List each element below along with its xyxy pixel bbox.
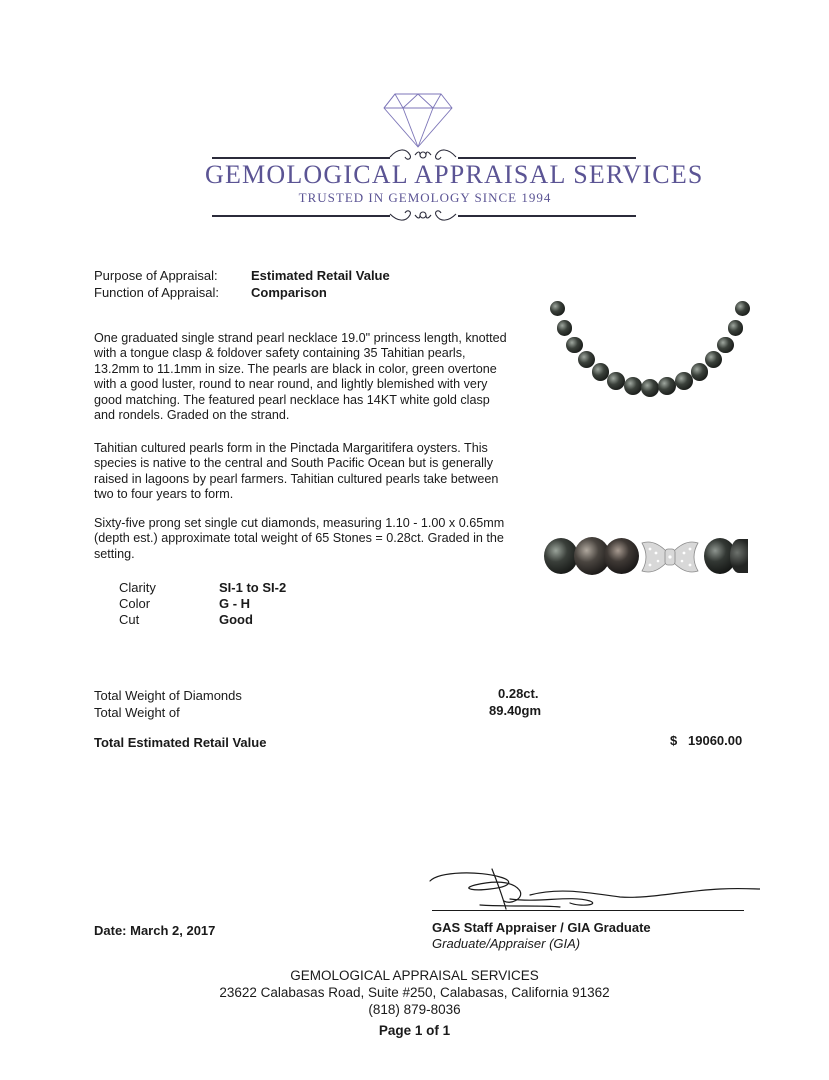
- pearl: [607, 372, 625, 390]
- pearl: [717, 337, 734, 354]
- quality-value: Good: [219, 612, 253, 627]
- purpose-label: Purpose of Appraisal:: [94, 268, 218, 283]
- total-weight-value: 89.40gm: [489, 703, 542, 718]
- total-retail-label: Total Estimated Retail Value: [94, 735, 267, 750]
- description-paragraph-2: Tahitian cultured pearls form in the Pinctada Margaritifera oysters. This species is native to the central and South Pacific Ocean but is generally raised in lagoons by pearl farmers. Tahitian cultured pearls take between two to four years to form.: [94, 441, 499, 502]
- footer-address: 23622 Calabasas Road, Suite #250, Calabasas, California 91362: [219, 985, 610, 1000]
- clasp-icon: [640, 537, 700, 577]
- pearl: [604, 538, 639, 574]
- pearl: [730, 539, 748, 573]
- pearl: [691, 363, 708, 380]
- date-text: Date: March 2, 2017: [94, 923, 216, 938]
- clasp-photo: [544, 533, 748, 583]
- appraiser-title: Graduate/Appraiser (GIA): [432, 936, 581, 951]
- footer-page: Page 1 of 1: [378, 1023, 451, 1038]
- pearl: [550, 301, 565, 316]
- pearl: [566, 337, 583, 354]
- quality-label: Color: [119, 596, 151, 611]
- logo-bottom-rule-left: [212, 215, 390, 217]
- logo-bottom-rule-right: [458, 215, 636, 217]
- flourish-bottom-icon: [388, 206, 458, 224]
- footer-phone: (818) 879-8036: [368, 1002, 461, 1017]
- signature-icon: [420, 865, 760, 915]
- logo-title: GEMOLOGICAL APPRAISAL SERVICES: [205, 160, 704, 189]
- total-retail-value: 19060.00: [688, 733, 743, 748]
- logo-top-rule-right: [458, 157, 636, 159]
- appraiser-name: GAS Staff Appraiser / GIA Graduate: [432, 920, 651, 935]
- pearl: [544, 538, 578, 574]
- total-diamonds-label: Total Weight of Diamonds: [94, 688, 242, 703]
- logo-subtitle: TRUSTED IN GEMOLOGY SINCE 1994: [298, 190, 552, 205]
- pearl: [728, 320, 744, 336]
- quality-value: G - H: [219, 596, 251, 611]
- total-retail-currency: $: [670, 733, 678, 748]
- pearl: [705, 351, 722, 368]
- total-diamonds-value: 0.28ct.: [498, 686, 539, 701]
- purpose-value: Estimated Retail Value: [251, 268, 390, 283]
- total-weight-label: Total Weight of: [94, 705, 180, 720]
- function-value: Comparison: [251, 285, 327, 300]
- signature-line: [432, 910, 744, 911]
- pearl: [675, 372, 693, 390]
- pearl: [658, 377, 676, 395]
- pearl: [735, 301, 750, 316]
- quality-value: SI-1 to SI-2: [219, 580, 287, 595]
- function-label: Function of Appraisal:: [94, 285, 220, 300]
- diamond-logo-icon: [383, 92, 453, 148]
- footer-company: GEMOLOGICAL APPRAISAL SERVICES: [290, 968, 539, 983]
- pearl: [624, 377, 642, 395]
- description-paragraph-1: One graduated single strand pearl necklace 19.0" princess length, knotted with a tongue clasp & foldover safety containing 35 Tahitian pearls, 13.2mm to 11.1mm in size. The pearls are black in color, green overtone with a good luster, round to near round, and lightly blemished with very good matching. The featured pearl necklace has 14KT white gold clasp and rondels. Graded on the strand.: [94, 331, 507, 423]
- quality-label: Clarity: [119, 580, 156, 595]
- pearl: [641, 379, 659, 397]
- logo-top-rule-left: [212, 157, 390, 159]
- pearl: [557, 320, 573, 336]
- pearl: [578, 351, 595, 368]
- description-paragraph-3: Sixty-five prong set single cut diamonds, measuring 1.10 - 1.00 x 0.65mm (depth est.) approximate total weight of 65 Stones = 0.28ct. Graded in the setting.: [94, 516, 505, 561]
- quality-label: Cut: [119, 612, 140, 627]
- necklace-photo: [540, 290, 760, 415]
